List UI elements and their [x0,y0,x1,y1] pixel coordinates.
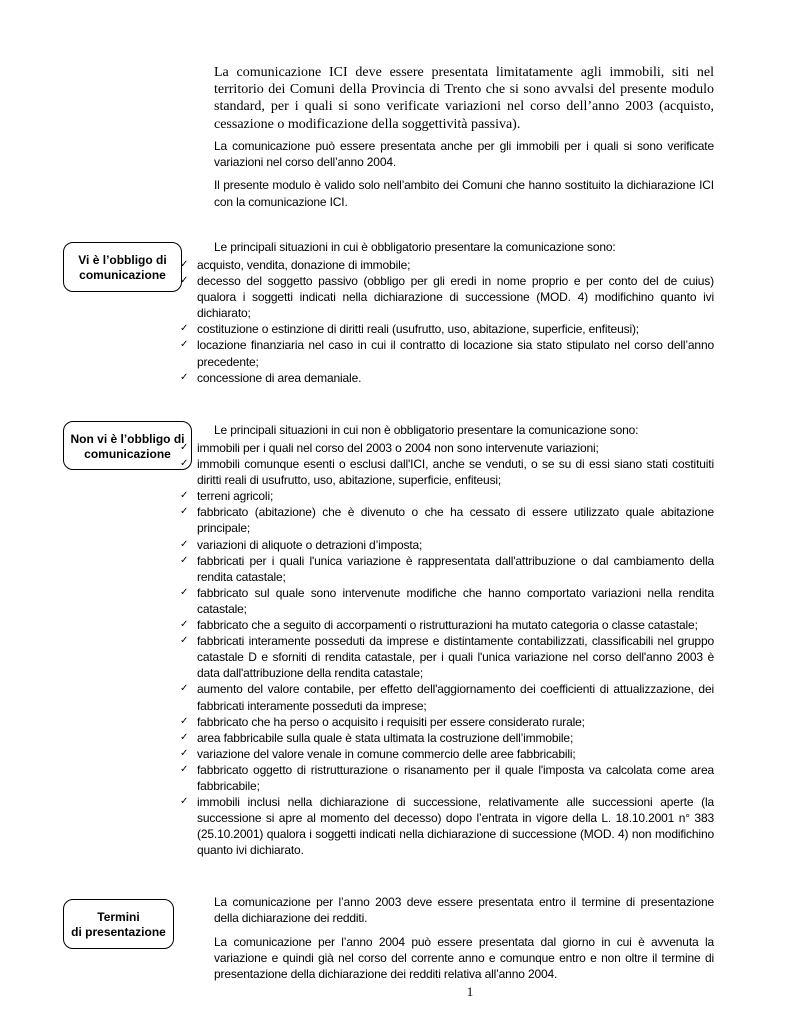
list-item: ✓ immobili comunque esenti o esclusi dall'ICI, anche se venduti, o se su di essi siano stati costituiti diritti reali di usufrutto, uso, abitazione, superficie, enfiteusi; [180,457,714,488]
list-item: ✓ variazioni di aliquote o detrazioni d’imposta; [180,537,423,552]
list-item: ✓ fabbricato che ha perso o acquisito i requisiti per essere considerato rurale; [180,714,585,729]
list-item: ✓ immobili inclusi nella dichiarazione di successione, relativamente alle successioni aperte (la successione si apre al momento del decesso) dopo l’entrata in vigore della L. 18.10.2001 n° 383 (25.10.2001) qualora i soggetti indicati nella dichiarazione di successione (MOD. 4) non modifichino quanto ivi dichiarato. [180,795,714,858]
list-item: ✓ fabbricati per i quali l'unica variazione è rappresentata dall'attribuzione o dal cambiamento della rendita catastale; [180,553,714,584]
list-item: ✓ area fabbricabile sulla quale è stata ultimata la costruzione dell’immobile; [180,730,574,745]
check-icon: ✓ [180,715,189,727]
check-icon: ✓ [180,275,189,287]
check-icon: ✓ [180,586,189,598]
list-item: ✓ acquisto, vendita, donazione di immobile; [180,258,411,272]
check-icon: ✓ [180,731,189,743]
intro-paragraph-1: La comunicazione ICI deve essere presentata limitatamente agli immobili, siti nel territorio dei Comuni della Provincia di Trento che si sono avvalsi del presente modulo standard, per i quali si sono verificate variazioni nel corso dell’anno 2003 (acquisto, cessazione o modificazione della soggettività passiva). [214,65,714,132]
list-item: ✓ aumento del valore contabile, per effetto dell'aggiornamento dei coefficienti di attualizzazione, dei fabbricati interamente posseduti da imprese; [180,682,714,713]
check-icon: ✓ [180,538,189,550]
box-non-obbligo-line1: Non vi è l’obbligo di [70,432,185,446]
check-icon: ✓ [180,747,189,759]
list-item: ✓ terreni agricoli; [180,489,274,504]
box-non-obbligo-line2: comunicazione [84,447,171,461]
obbligo-lead: Le principali situazioni in cui è obbligatorio presentare la comunicazione sono: [214,240,616,254]
box-termini [63,899,174,949]
intro-paragraph-3: Il presente modulo è valido solo nell’ambito dei Comuni che hanno sostituito la dichiarazione ICI con la comunicazione ICI. [214,178,714,209]
section-non-obbligo [180,422,714,858]
check-icon: ✓ [180,259,189,270]
box-termini-line1: Termini [97,910,140,924]
box-termini-line2: di presentazione [71,925,166,939]
check-icon: ✓ [180,796,189,808]
check-icon: ✓ [180,506,189,518]
section-termini [214,894,714,989]
non-obbligo-lead: Le principali situazioni in cui non è obbligatorio presentare la comunicazione sono: [214,423,639,437]
list-item: ✓ variazione del valore venale in comune commercio delle aree fabbricabili; [180,746,576,761]
termini-paragraph-2: La comunicazione per l’anno 2004 può essere presentata dal giorno in cui è avvenuta la variazione e quindi già nel corso del corrente anno e comunque entro e non oltre il termine di presentazione della dichiarazione dei redditi relativa all’anno 2004. [214,934,714,982]
check-icon: ✓ [180,763,189,775]
page-number: 1 [466,984,474,999]
check-icon: ✓ [180,490,189,502]
check-icon: ✓ [180,371,189,383]
obbligo-list [180,257,714,386]
check-icon: ✓ [180,635,189,647]
termini-paragraph-1: La comunicazione per l’anno 2003 deve essere presentata entro il termine di presentazione della dichiarazione dei redditi. [214,895,714,926]
list-item: ✓ fabbricato che a seguito di accorpamenti o ristrutturazioni ha mutato categoria o classe catastale; [180,618,698,633]
check-icon: ✓ [180,458,189,470]
intro-paragraph-2: La comunicazione può essere presentata anche per gli immobili per i quali si sono verificate variazioni nel corso dell’anno 2004. [214,138,714,170]
non-obbligo-list [180,440,714,858]
check-icon: ✓ [180,554,189,566]
list-item: ✓ fabbricato (abitazione) che è divenuto o che ha cessato di essere utilizzato quale abitazione principale; [180,505,714,536]
box-non-obbligo [63,421,192,470]
intro-section [214,64,714,217]
list-item: ✓ fabbricati interamente posseduti da imprese e distintamente contabilizzati, classificabili nel gruppo catastale D e sforniti di rendita catastale, per i quali l'unica variazione nel corso dell'anno 2003 è data dall'attribuzione della rendita catastale; [180,634,714,681]
section-obbligo [180,239,714,386]
check-icon: ✓ [180,683,189,695]
box-obbligo [63,242,182,292]
list-item: ✓ decesso del soggetto passivo (obbligo per gli eredi in nome proprio e per conto del de cuius) qualora i soggetti indicati nella dichiarazione di successione (MOD. 4) modifichino quanto ivi dichiarato; [180,274,714,321]
check-icon: ✓ [180,339,189,351]
list-item: ✓ costituzione o estinzione di diritti reali (usufrutto, uso, abitazione, superficie, enfiteusi); [180,322,639,337]
check-icon: ✓ [180,323,189,335]
box-obbligo-line1: Vi è l’obbligo di [78,253,167,267]
list-item: ✓ fabbricato sul quale sono intervenute modifiche che hanno comportato variazioni nella rendita catastale; [180,585,714,616]
list-item: ✓ immobili per i quali nel corso del 2003 o 2004 non sono intervenute variazioni; [180,441,599,455]
check-icon: ✓ [180,442,189,453]
list-item: ✓ locazione finanziaria nel caso in cui il contratto di locazione sia stato stipulato nel corso dell’anno precedente; [180,338,714,369]
check-icon: ✓ [180,619,189,631]
list-item: ✓ concessione di area demaniale. [180,370,362,385]
list-item: ✓ fabbricato oggetto di ristrutturazione o risanamento per il quale l'imposta va calcolata come area fabbricabile; [180,762,714,793]
box-obbligo-line2: comunicazione [79,268,166,282]
